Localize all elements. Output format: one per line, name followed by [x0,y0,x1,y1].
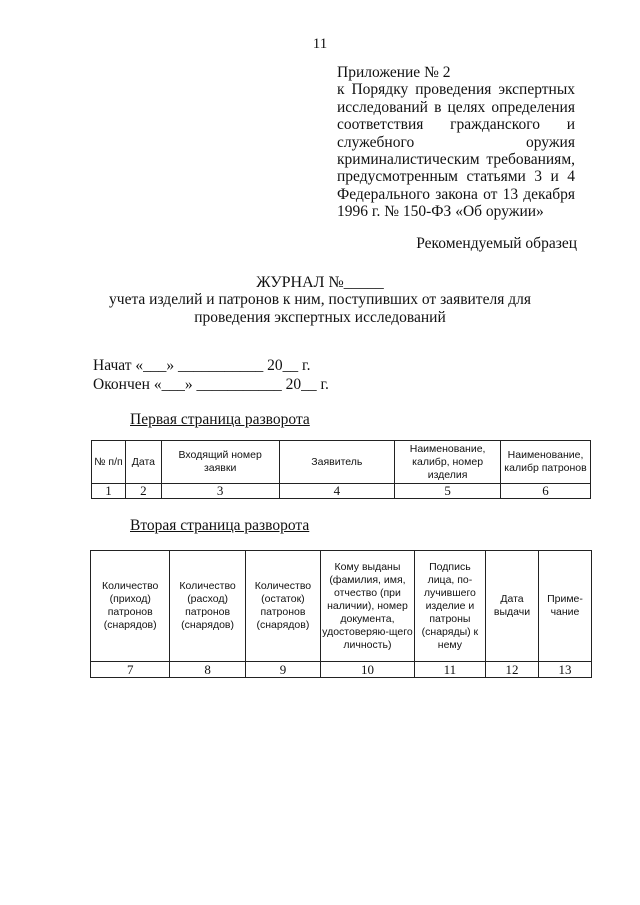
section-title-second-page: Вторая страница разворота [130,517,310,534]
appendix-line: к Порядку проведения экспертных [337,81,575,99]
appendix-line: Федерального закона от 13 декабря [337,185,575,203]
column-header: Подпись лица, по-лучившего изделие и патроны (снаряды) к нему [414,551,485,662]
table-header-row [92,441,591,484]
table-row [91,662,592,678]
appendix-line: соответствия гражданского и [337,116,575,134]
appendix-line: предусмотренным статьями 3 и 4 [337,168,575,186]
column-number: 1 [92,484,126,499]
column-number: 5 [395,484,501,499]
column-number: 6 [501,484,591,499]
section-title-first-page: Первая страница разворота [130,411,310,428]
column-number: 3 [161,484,279,499]
appendix-line: исследований в целях определения [337,98,575,116]
table-header-row [91,551,592,662]
journal-title: ЖУРНАЛ №_____ [256,274,384,291]
column-header: Дата выдачи [486,551,539,662]
first-page-table [91,440,591,499]
second-page-table [90,550,592,678]
journal-subtitle: проведения экспертных исследований [194,309,446,326]
column-header: Количество (приход) патронов (снарядов) [91,551,170,662]
column-number: 8 [170,662,245,678]
started-date-line: Начат «___» ___________ 20__ г. [93,357,311,374]
column-header: Наименование, калибр, номер изделия [395,441,501,484]
appendix-line: Приложение № 2 [337,64,451,81]
page-number: 11 [312,36,328,52]
column-number: 9 [245,662,320,678]
appendix-line: 1996 г. № 150-ФЗ «Об оружии» [337,203,544,221]
column-header: Количество (остаток) патронов (снарядов) [245,551,320,662]
journal-subtitle: учета изделий и патронов к ним, поступивших от заявителя для [109,291,531,308]
appendix-line: криминалистическим требованиям, [337,151,575,169]
column-header: Приме-чание [538,551,591,662]
appendix-block [337,64,575,221]
column-number: 4 [279,484,395,499]
appendix-line: служебного оружия [337,133,575,151]
column-header: Кому выданы (фамилия, имя, отчество (при наличии), номер документа, удостоверяю-щего личность) [321,551,415,662]
column-header: Дата [125,441,161,484]
column-header: № п/п [92,441,126,484]
column-number: 13 [538,662,591,678]
column-number: 10 [321,662,415,678]
column-number: 7 [91,662,170,678]
column-header: Наименование, калибр патронов [501,441,591,484]
column-header: Количество (расход) патронов (снарядов) [170,551,245,662]
column-number: 12 [486,662,539,678]
column-header: Заявитель [279,441,395,484]
column-number: 2 [125,484,161,499]
table-row [92,484,591,499]
column-number: 11 [414,662,485,678]
ended-date-line: Окончен «___» ___________ 20__ г. [93,376,329,393]
column-header: Входящий номер заявки [161,441,279,484]
recommended-sample-label: Рекомендуемый образец [416,235,577,252]
